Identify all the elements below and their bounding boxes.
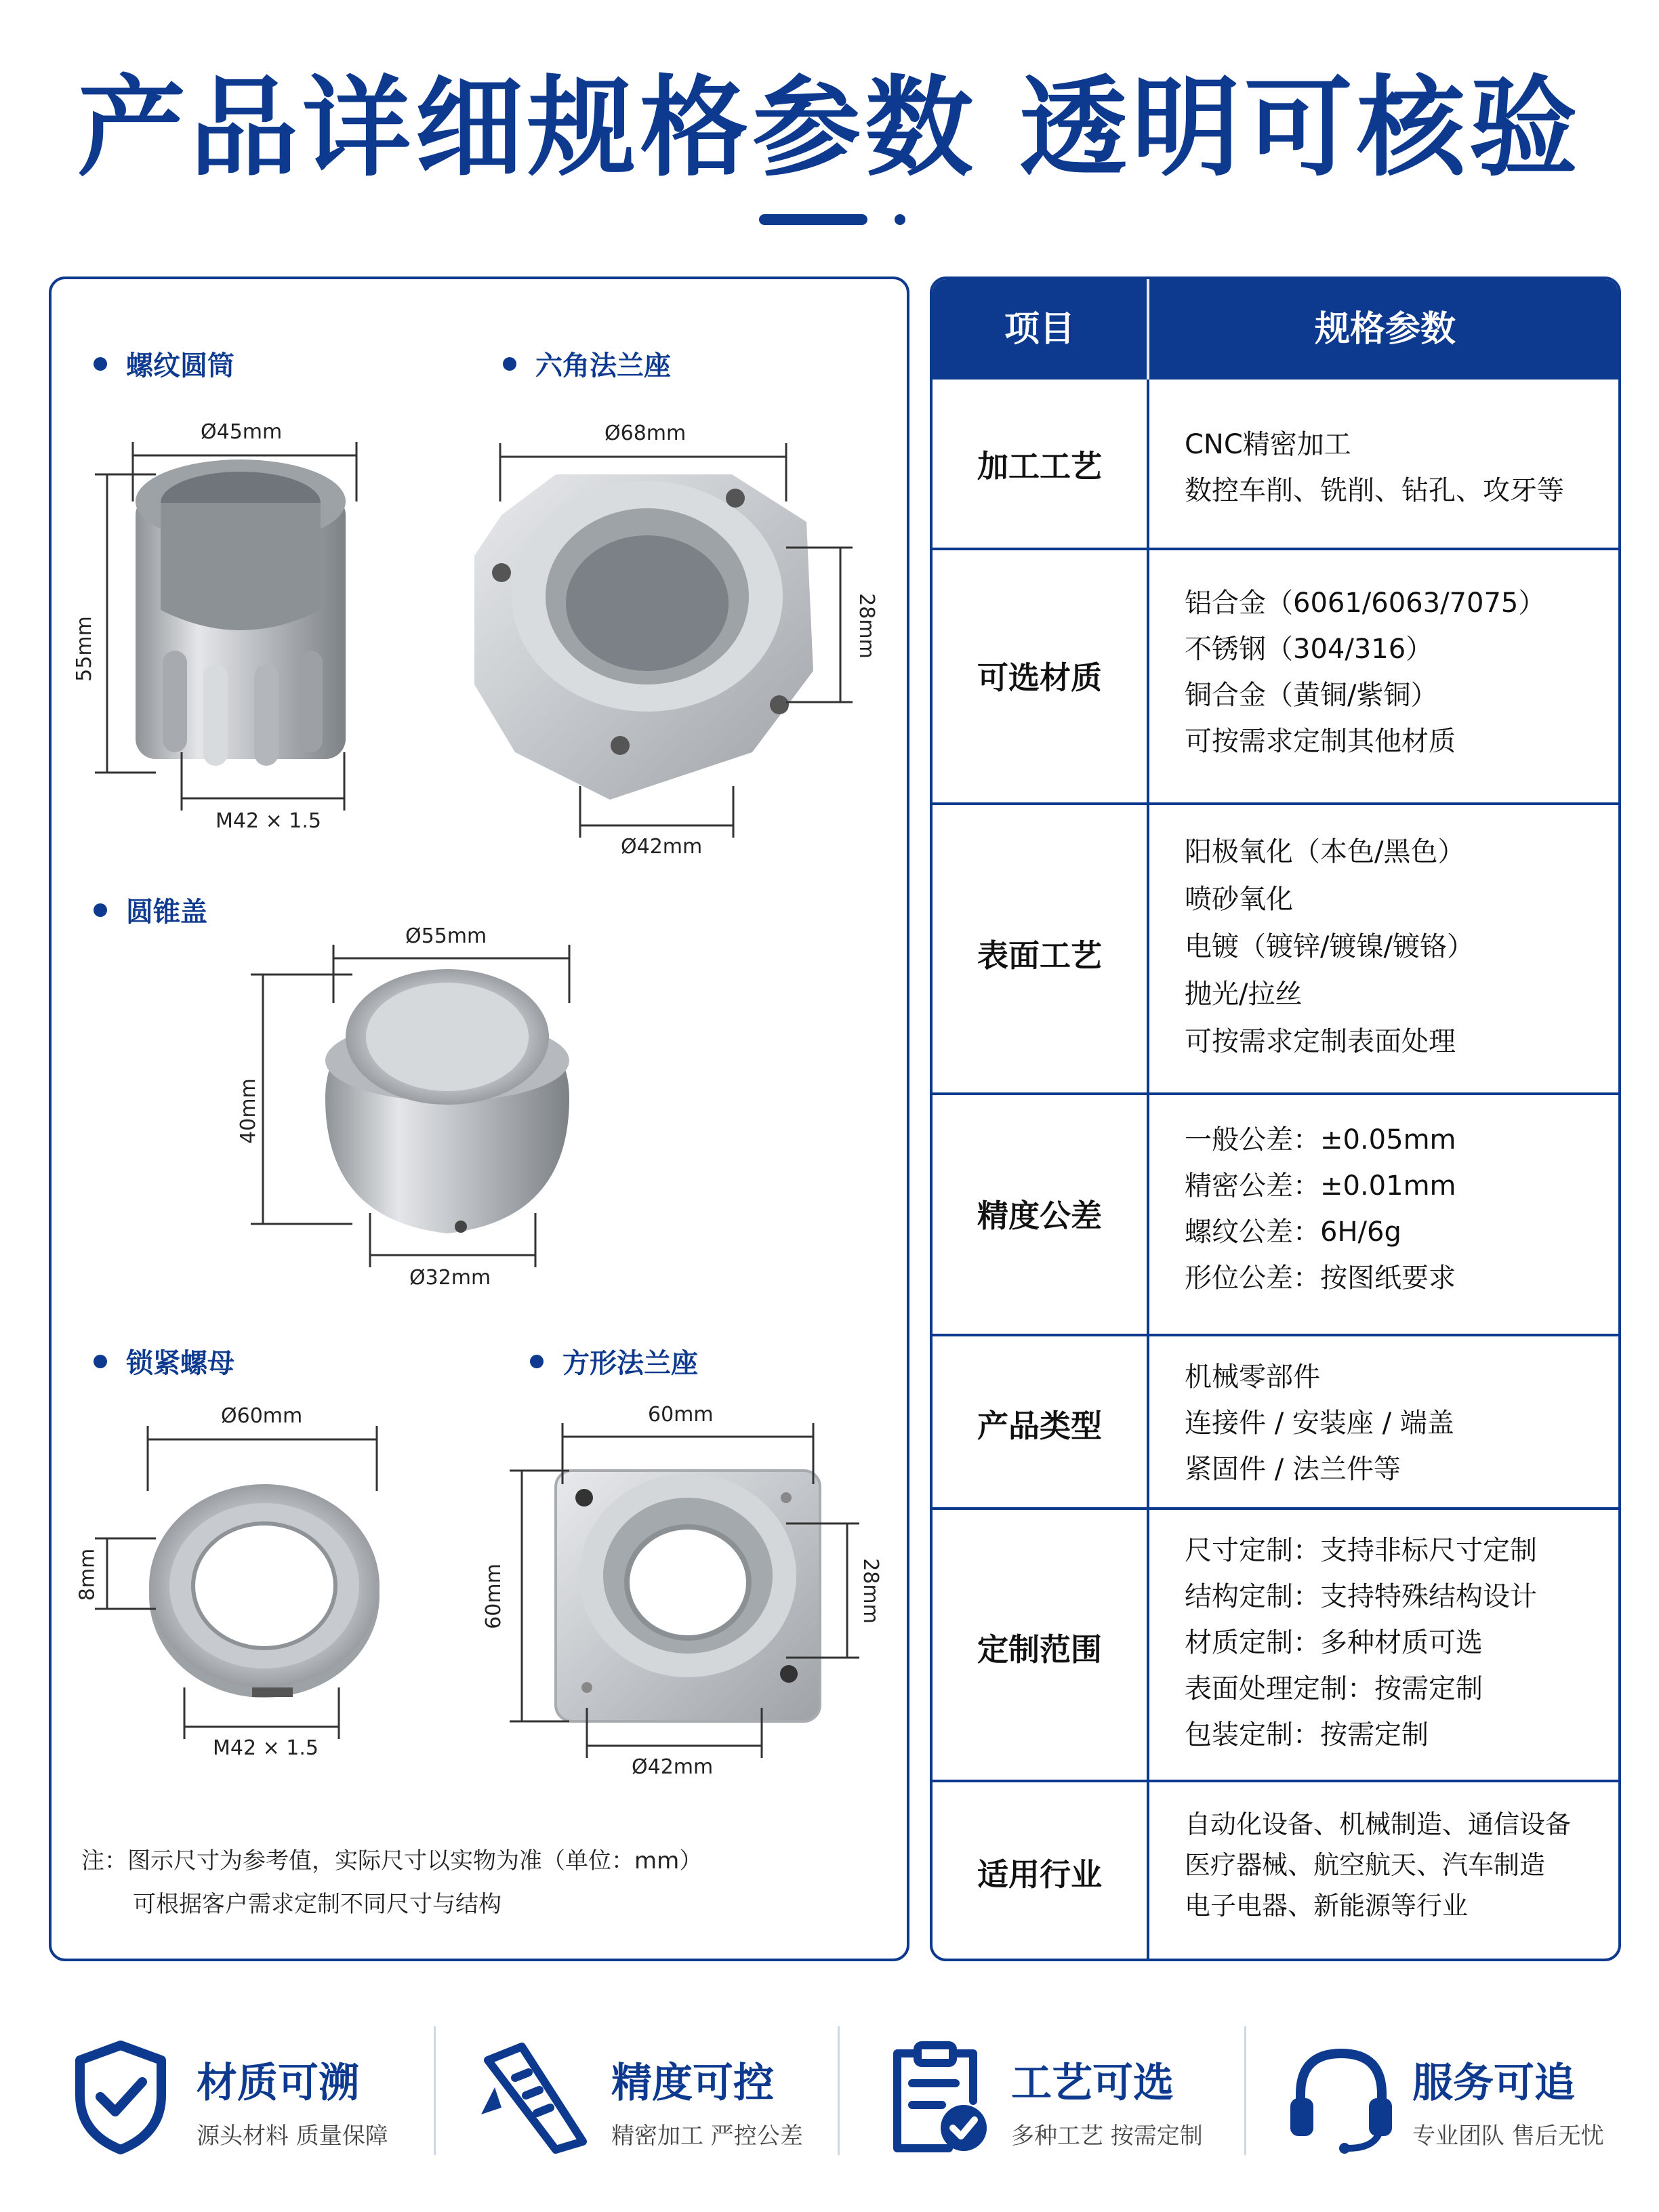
row-label: 定制范围	[977, 1631, 1102, 1668]
row-values	[1185, 1528, 1612, 1758]
part-title-hex-flange: 六角法兰座	[503, 344, 671, 383]
row-value: 尺寸定制：支持非标尺寸定制	[1185, 1535, 1537, 1566]
row-values	[1185, 422, 1612, 514]
row-value: 数控车削、铣削、钻孔、攻牙等	[1185, 475, 1564, 506]
row-divider	[933, 1780, 1618, 1782]
part-title-threaded-cylinder: 螺纹圆筒	[94, 344, 234, 383]
column-header-spec: 规格参数	[1314, 309, 1456, 350]
part-hex-flange-image	[474, 474, 813, 800]
row-value: 喷砂氧化	[1185, 884, 1293, 915]
feature-title: 服务可追	[1412, 2060, 1575, 2107]
note-line-1: 注：图示尺寸为参考值，实际尺寸以实物为准（单位：mm）	[81, 1847, 703, 1875]
part-title-cone-cap: 圆锥盖	[94, 890, 207, 929]
part-cone-cap-image	[325, 969, 569, 1233]
row-divider	[933, 1507, 1618, 1510]
part-threaded-cylinder-image	[136, 459, 346, 766]
row-values	[1185, 1804, 1612, 1926]
row-value: 抛光/拉丝	[1185, 979, 1303, 1010]
row-value: 电镀（镀锌/镀镍/镀铬）	[1185, 931, 1474, 962]
dim-label: M42 × 1.5	[213, 1736, 319, 1760]
column-header-item: 项目	[1004, 309, 1075, 350]
row-values	[1185, 828, 1612, 1065]
dim-label: Ø42mm	[632, 1755, 714, 1779]
row-value: 机械零部件	[1185, 1361, 1320, 1393]
row-value: 连接件 / 安装座 / 端盖	[1185, 1408, 1454, 1439]
row-value: 包装定制：按需定制	[1185, 1719, 1429, 1750]
table-header	[933, 279, 1618, 380]
row-label: 可选材质	[977, 659, 1102, 696]
row-value: 可按需求定制其他材质	[1185, 726, 1456, 757]
row-value: 表面处理定制：按需定制	[1185, 1673, 1483, 1704]
row-label: 表面工艺	[977, 937, 1102, 974]
dim-label: 28mm	[858, 1558, 882, 1624]
row-value: 电子电器、新能源等行业	[1185, 1891, 1469, 1921]
row-divider	[933, 1334, 1618, 1336]
row-value: 紧固件 / 法兰件等	[1185, 1454, 1401, 1485]
dim-label: 60mm	[481, 1563, 506, 1629]
header-divider	[1147, 279, 1149, 380]
feature-subtitle: 源头材料 质量保障	[197, 2123, 388, 2150]
note-line-2: 可根据客户需求定制不同尺寸与结构	[133, 1891, 501, 1918]
row-value: 结构定制：支持特殊结构设计	[1185, 1581, 1537, 1612]
dim-label: Ø45mm	[201, 420, 283, 444]
part-title-square-flange: 方形法兰座	[530, 1342, 698, 1380]
headset-icon	[1284, 2040, 1399, 2155]
row-value: 形位公差：按图纸要求	[1185, 1263, 1456, 1294]
row-values	[1185, 580, 1612, 764]
row-values	[1185, 1354, 1612, 1492]
row-value: 一般公差：±0.05mm	[1185, 1124, 1456, 1155]
feature-title: 材质可溯	[197, 2060, 359, 2107]
caliper-icon	[474, 2040, 596, 2155]
spec-table	[930, 276, 1621, 1961]
row-value: 铜合金（黄铜/紫铜）	[1185, 680, 1438, 711]
dim-label: 55mm	[72, 616, 96, 682]
row-label: 加工工艺	[977, 448, 1102, 485]
row-value: 阳极氧化（本色/黑色）	[1185, 836, 1465, 867]
row-value: 螺纹公差：6H/6g	[1185, 1216, 1401, 1248]
row-label: 精度公差	[977, 1197, 1102, 1234]
row-value: CNC精密加工	[1185, 429, 1351, 460]
row-label: 适用行业	[977, 1856, 1102, 1893]
part-title-lock-nut: 锁紧螺母	[94, 1342, 234, 1380]
dim-label: Ø68mm	[605, 422, 687, 445]
feature-title: 精度可控	[611, 2060, 774, 2107]
dim-label: M42 × 1.5	[216, 809, 321, 833]
part-lock-nut-image	[149, 1484, 380, 1698]
dim-label: 28mm	[854, 593, 878, 659]
row-value: 可按需求定制表面处理	[1185, 1026, 1456, 1057]
dim-label: 8mm	[75, 1548, 100, 1601]
row-divider	[933, 548, 1618, 550]
row-divider	[933, 802, 1618, 805]
dim-label: Ø32mm	[409, 1266, 491, 1290]
part-square-flange-image	[556, 1471, 820, 1721]
row-divider	[933, 1092, 1618, 1095]
row-value: 自动化设备、机械制造、通信设备	[1185, 1809, 1572, 1839]
dim-label: Ø60mm	[221, 1404, 303, 1428]
row-value: 铝合金（6061/6063/7075）	[1185, 588, 1546, 619]
feature-subtitle: 多种工艺 按需定制	[1011, 2123, 1203, 2150]
page-title: 产品详细规格参数 透明可核验	[77, 64, 1582, 191]
shield-check-icon	[73, 2040, 168, 2155]
feature-subtitle: 精密加工 严控公差	[611, 2123, 803, 2150]
row-label: 产品类型	[977, 1408, 1102, 1444]
row-values	[1185, 1117, 1612, 1301]
feature-divider	[434, 2026, 436, 2155]
dim-label: 40mm	[236, 1078, 260, 1144]
row-value: 精密公差：±0.01mm	[1185, 1170, 1456, 1202]
row-value: 医疗器械、航空航天、汽车制造	[1185, 1850, 1546, 1880]
dim-label: Ø55mm	[405, 924, 487, 948]
dim-label: Ø42mm	[621, 835, 703, 859]
clipboard-check-icon	[888, 2040, 989, 2155]
feature-divider	[838, 2026, 840, 2155]
dim-label: 60mm	[648, 1403, 714, 1427]
feature-title: 工艺可选	[1011, 2060, 1174, 2107]
row-value: 不锈钢（304/316）	[1185, 634, 1433, 665]
row-value: 材质定制：多种材质可选	[1185, 1627, 1483, 1658]
feature-divider	[1244, 2026, 1246, 2155]
feature-subtitle: 专业团队 售后无忧	[1412, 2123, 1604, 2150]
column-divider	[1147, 380, 1149, 1961]
